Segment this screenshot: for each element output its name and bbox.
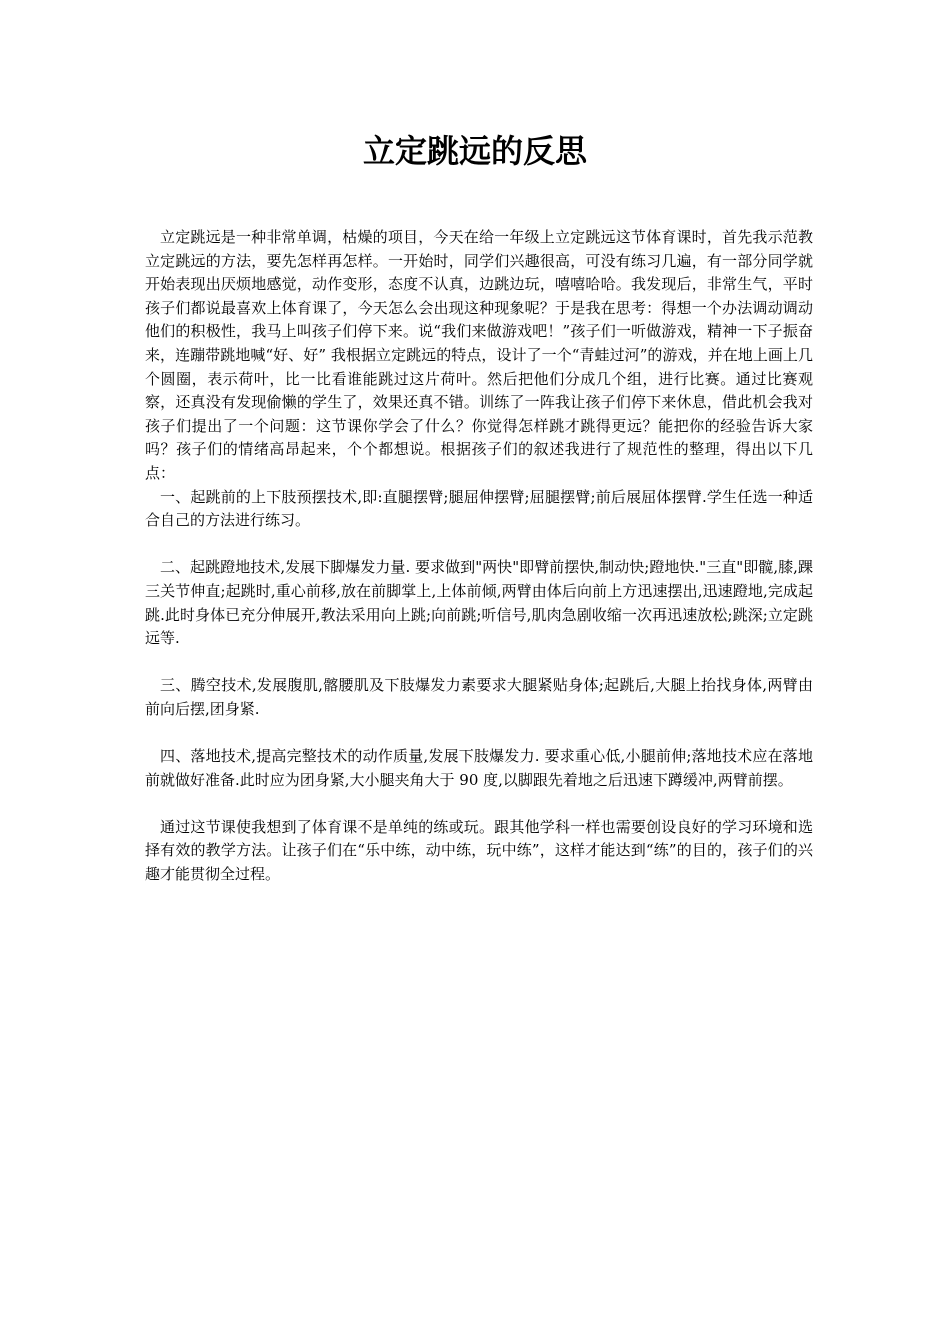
paragraph-gap [145, 792, 813, 816]
paragraph-point-3: 三、腾空技术,发展腹肌,髂腰肌及下肢爆发力素要求大腿紧贴身体;起跳后,大腿上抬找身体,两臂由前向后摆,团身紧. [145, 676, 813, 718]
paragraph-gap [145, 651, 813, 675]
paragraph-intro: 立定跳远是一种非常单调，枯燥的项目，今天在给一年级上立定跳远这节体育课时，首先我示范教立定跳远的方法，要先怎样再怎样。一开始时，同学们兴趣很高，可没有练习几遍，有一部分同学就开始表现出厌烦地感觉，动作变形，态度不认真，边跳边玩，嘻嘻哈哈。我发现后，非常生气，平时孩子们都说最喜欢上体育课了，今天怎么会出现这种现象呢？于是我在思考：得想一个办法调动调动他们的积极性，我马上叫孩子们停下来。说“我们来做游戏吧！”孩子们一听做游戏，精神一下子振奋来，连蹦带跳地喊“好、好” 我根据立定跳远的特点，设计了一个“青蛙过河”的游戏，并在地上画上几个圆圈，表示荷叶，比一比看谁能跳过这片荷叶。然后把他们分成几个组，进行比赛。通过比赛观察，还真没有发现偷懒的学生了，效果还真不错。训练了一阵我让孩子们停下来休息，借此机会我对孩子们提出了一个问题：这节课你学会了什么？你觉得怎样跳才跳得更远？能把你的经验告诉大家吗？孩子们的情绪高昂起来，个个都想说。根据孩子们的叙述我进行了规范性的整理，得出以下几点： [145, 228, 813, 482]
document-title: 立定跳远的反思 [362, 132, 587, 170]
paragraph-point-4: 四、落地技术,提高完整技术的动作质量,发展下肢爆发力. 要求重心低,小腿前伸;落地技术应在落地前就做好准备.此时应为团身紧,大小腿夹角大于 90 度,以脚跟先着地之后迅速下蹲缓冲,两臂前摆。 [145, 747, 813, 789]
paragraph-gap [145, 721, 813, 745]
paragraph-point-2: 二、起跳蹬地技术,发展下脚爆发力量. 要求做到"两快"即臂前摆快,制动快;蹬地快."三直"即髋,膝,踝三关节伸直;起跳时,重心前移,放在前脚掌上,上体前倾,两臂由体后向前上方迅速摆出,迅速蹬地,完成起跳.此时身体已充分伸展开,教法采用向上跳;向前跳;听信号,肌肉急剧收缩一次再迅速放松;跳深;立定跳远等. [145, 558, 813, 648]
paragraph-gap [145, 533, 813, 557]
paragraph-conclusion: 通过这节课使我想到了体育课不是单纯的练或玩。跟其他学科一样也需要创设良好的学习环境和选择有效的教学方法。让孩子们在“乐中练，动中练，玩中练”，这样才能达到“练”的目的，孩子们的兴趣才能贯彻全过程。 [145, 817, 813, 884]
paragraph-point-1: 一、起跳前的上下肢预摆技术,即:直腿摆臂;腿屈伸摆臂;屈腿摆臂;前后展屈体摆臂.学生任选一种适合自己的方法进行练习。 [145, 487, 813, 530]
document-body [145, 226, 813, 887]
